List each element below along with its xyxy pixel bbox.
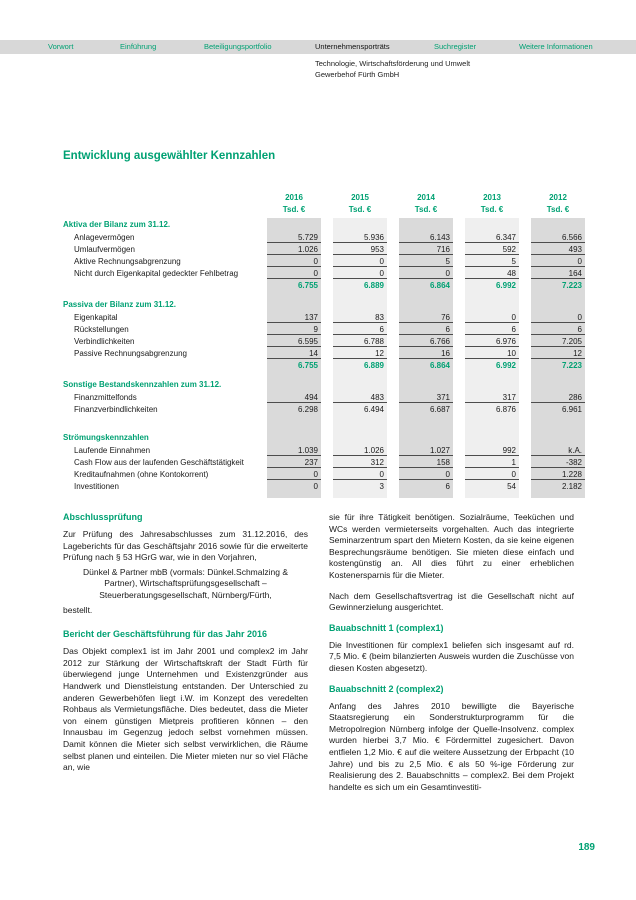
cell: 992	[465, 445, 519, 456]
paragraph: Zur Prüfung des Jahresabschlusses zum 31.12.2016, des Lageberichts für das Geschäftsjahr 2016 sowie für die erweiterte Prüfung nach § 53 HGrG war, wie in den Vorjahren,	[63, 529, 308, 563]
cell: 0	[313, 482, 318, 491]
cell: 0	[531, 256, 585, 267]
table-row	[63, 403, 585, 415]
cell: 6.595	[267, 336, 321, 347]
cell: 0	[399, 268, 453, 279]
cell: 0	[465, 312, 519, 323]
cell: 6.788	[333, 336, 387, 347]
cell: 286	[531, 392, 585, 403]
cell: 6.976	[465, 336, 519, 347]
cell: 371	[399, 392, 453, 403]
nav-item-weitere-informationen[interactable]: Weitere Informationen	[519, 42, 593, 51]
total-cell: 6.889	[363, 281, 384, 290]
cell: 5	[465, 256, 519, 267]
heading-bericht: Bericht der Geschäftsführung für das Jahr 2016	[63, 629, 268, 640]
cell: 6.298	[297, 405, 318, 414]
year-header-row	[63, 190, 585, 202]
heading-abschlusspruefung: Abschlussprüfung	[63, 512, 143, 522]
nav-item-unternehmensportraets[interactable]: Unternehmensporträts	[315, 42, 390, 51]
unit-label: Tsd. €	[348, 205, 372, 214]
cell: -382	[531, 457, 585, 468]
unit-label: Tsd. €	[282, 205, 306, 214]
top-nav-bar	[0, 40, 636, 54]
cell: 0	[333, 268, 387, 279]
cell: 6.766	[399, 336, 453, 347]
row-label: Investitionen	[74, 482, 119, 491]
cell: 317	[465, 392, 519, 403]
cell: 14	[267, 348, 321, 359]
cell: 0	[333, 469, 387, 480]
total-cell: 6.864	[429, 361, 450, 370]
year-header: 2014	[417, 193, 435, 202]
cell: 5.936	[333, 232, 387, 243]
row-label: Aktive Rechnungsabgrenzung	[74, 257, 181, 266]
row-label: Finanzmittelfonds	[74, 393, 137, 402]
cell: 5.729	[267, 232, 321, 243]
cell: 5	[399, 256, 453, 267]
row-label: Cash Flow aus der laufenden Geschäftstätigkeit	[74, 458, 244, 467]
cell: 164	[531, 268, 585, 279]
cell: 1.026	[267, 244, 321, 255]
row-label: Passive Rechnungsabgrenzung	[74, 349, 187, 358]
cell: 1.039	[267, 445, 321, 456]
cell: 0	[465, 469, 519, 480]
table-row	[63, 311, 585, 323]
section-header-sonstige: Sonstige Bestandskennzahlen zum 31.12.	[63, 380, 222, 389]
cell: 6.143	[399, 232, 453, 243]
cell: 6	[399, 324, 453, 335]
nav-item-einfuehrung[interactable]: Einführung	[120, 42, 157, 51]
cell: 237	[267, 457, 321, 468]
table-body	[63, 218, 585, 498]
cell: 483	[333, 392, 387, 403]
unit-label: Tsd. €	[546, 205, 570, 214]
nav-item-suchregister[interactable]: Suchregister	[434, 42, 477, 51]
total-cell: 6.864	[429, 281, 450, 290]
page-number: 189	[578, 842, 595, 853]
table-row	[63, 444, 585, 456]
cell: 158	[399, 457, 453, 468]
cell: 0	[333, 256, 387, 267]
heading-bauabschnitt-1: Bauabschnitt 1 (complex1)	[329, 622, 444, 633]
cell: 6.566	[531, 232, 585, 243]
cell: 0	[267, 268, 321, 279]
row-label: Finanzverbindlichkeiten	[74, 405, 158, 414]
total-cell: 6.992	[495, 361, 516, 370]
row-label: Nicht durch Eigenkapital gedeckter Fehlbetrag	[74, 269, 239, 278]
table-row	[63, 480, 585, 492]
cell: 592	[465, 244, 519, 255]
row-label: Anlagevermögen	[74, 233, 135, 242]
cell: 0	[267, 256, 321, 267]
left-column	[63, 512, 308, 802]
paragraph: sie für ihre Tätigkeit benötigen. Sozialräume, Teeküchen und WCs werden vermieterseits vorgehalten. Auch das integrierte Seminarzentrum spart den Mietern Kosten, da sie keine eigenen Besprechungsräume benötigen. Sie mieten diese einfach und kostengünstig an. All dies führt zu einer erheblichen Kostenersparnis für die Mieter.	[329, 512, 574, 580]
cell: 3	[379, 482, 384, 491]
section-header-aktiva: Aktiva der Bilanz zum 31.12.	[63, 220, 171, 229]
table-total-row	[63, 359, 585, 371]
cell: 6.494	[363, 405, 384, 414]
cell: 48	[465, 268, 519, 279]
paragraph: Das Objekt complex1 ist im Jahr 2001 und complex2 im Jahr 2012 zur Stärkung der Wirtschaftskraft der Stadt Fürth für überwiegend junge Unternehmen und Existenzgründer aus Handwerk und Dienstleistung entstanden. Der Unterschied zu anderen Gewerbehöfen liegt i.W. im Konzept des veredelten Rohbaus als Vermietungsfläche. Dies bedeutet, dass die Mieter von einem günstigen Mietpreis profitieren können – den Innausbau im Gegenzug jedoch selbst vornehmen müssen. Damit können die Mieter sich selbst verwirklichen, die Räume selbst planen und einteilen. Die Mieter mieten nur so viel Fläche an, wie	[63, 646, 308, 773]
cell: 16	[399, 348, 453, 359]
cell: 716	[399, 244, 453, 255]
unit-label: Tsd. €	[414, 205, 438, 214]
total-cell: 7.223	[561, 361, 582, 370]
company-line: Gewerbehof Fürth GmbH	[315, 70, 400, 79]
unit-label: Tsd. €	[480, 205, 504, 214]
paragraph: Anfang des Jahres 2010 bewilligte die Bayerische Staatsregierung ein Sonderstrukturprogramm für die Metropolregion Nürnberg infolge der Quelle-Insolvenz. complex wurden hierbei 3,7 Mio. € Fördermittel zugesichert. Davon entfielen 1,2 Mio. € auf die weitere Aussetzung der Erbpacht (10 Jahre) und bis zu 2,5 Mio. € als 50 %-ige Förderung zur Realisierung des 2. Bauabschnitts – complex2. Bei dem Projekt handelte es sich um ein Gesamtinvestiti-	[329, 700, 574, 792]
table-row	[63, 323, 585, 335]
nav-item-vorwort[interactable]: Vorwort	[48, 42, 74, 51]
running-head	[315, 58, 470, 80]
cell: 1	[465, 457, 519, 468]
row-label: Laufende Einnahmen	[74, 446, 151, 455]
nav-item-beteiligungsportfolio[interactable]: Beteiligungsportfolio	[204, 42, 272, 51]
cell: 76	[399, 312, 453, 323]
cell: 6	[445, 482, 450, 491]
cell: 83	[333, 312, 387, 323]
table-row	[63, 267, 585, 279]
cell: 6	[465, 324, 519, 335]
table-row	[63, 391, 585, 403]
table-row	[63, 255, 585, 267]
total-cell: 6.755	[297, 361, 318, 370]
total-cell: 6.755	[297, 281, 318, 290]
cell: 137	[267, 312, 321, 323]
year-header: 2016	[285, 193, 303, 202]
table-row	[63, 347, 585, 359]
cell: 6	[333, 324, 387, 335]
cell: 312	[333, 457, 387, 468]
cell: k.A.	[531, 445, 585, 456]
right-column	[329, 512, 574, 802]
article-columns	[63, 512, 574, 802]
row-label: Verbindlichkeiten	[74, 337, 135, 346]
unit-header-row	[63, 202, 585, 214]
table-row	[63, 468, 585, 480]
cell: 6	[531, 324, 585, 335]
paragraph: bestellt.	[63, 604, 93, 615]
table-total-row	[63, 279, 585, 291]
table-row	[63, 456, 585, 468]
cell: 6.347	[465, 232, 519, 243]
table-row	[63, 335, 585, 347]
row-label: Umlaufvermögen	[74, 245, 135, 254]
total-cell: 6.889	[363, 361, 384, 370]
cell: 10	[465, 348, 519, 359]
cell: 494	[267, 392, 321, 403]
table-row	[63, 243, 585, 255]
row-label: Kreditaufnahmen (ohne Kontokorrent)	[74, 470, 209, 479]
year-header: 2013	[483, 193, 501, 202]
cell: 953	[333, 244, 387, 255]
heading-bauabschnitt-2: Bauabschnitt 2 (complex2)	[329, 683, 444, 694]
cell: 493	[531, 244, 585, 255]
cell: 9	[267, 324, 321, 335]
row-label: Eigenkapital	[74, 313, 118, 322]
table-row	[63, 231, 585, 243]
cell: 54	[507, 482, 516, 491]
cell: 6.961	[561, 405, 582, 414]
cell: 0	[399, 469, 453, 480]
paragraph-auditor-name: Dünkel & Partner mbB (vormals: Dünkel.Schmalzing & Partner), Wirtschaftsprüfungsgesellschaft – Steuerberatungsgesellschaft, Nürnberg/Fürth,	[82, 566, 289, 600]
paragraph: Die Investitionen für complex1 beliefen sich insgesamt auf rd. 7,5 Mio. € (beim bilanzierten Ausweis wurden die Zuschüsse von diesen Kosten abgesetzt).	[329, 639, 574, 673]
paragraph: Nach dem Gesellschaftsvertrag ist die Gesellschaft nicht auf Gewinnerzielung ausgerichtet.	[329, 590, 574, 613]
cell: 6.876	[495, 405, 516, 414]
section-header-passiva: Passiva der Bilanz zum 31.12.	[63, 300, 176, 309]
key-figures-table	[63, 190, 585, 498]
cell: 1.228	[531, 469, 585, 480]
total-cell: 6.992	[495, 281, 516, 290]
total-cell: 7.223	[561, 281, 582, 290]
cell: 0	[267, 469, 321, 480]
cell: 1.027	[399, 445, 453, 456]
cell: 12	[531, 348, 585, 359]
page-title: Entwicklung ausgewählter Kennzahlen	[63, 150, 276, 162]
row-label: Rückstellungen	[74, 325, 129, 334]
cell: 12	[333, 348, 387, 359]
year-header: 2012	[549, 193, 567, 202]
cell: 1.026	[333, 445, 387, 456]
cell: 6.687	[429, 405, 450, 414]
cell: 7.205	[531, 336, 585, 347]
cell: 0	[531, 312, 585, 323]
category-line: Technologie, Wirtschaftsförderung und Umwelt	[315, 59, 471, 68]
section-header-stroemung: Strömungskennzahlen	[63, 433, 149, 442]
cell: 2.182	[561, 482, 582, 491]
year-header: 2015	[351, 193, 369, 202]
